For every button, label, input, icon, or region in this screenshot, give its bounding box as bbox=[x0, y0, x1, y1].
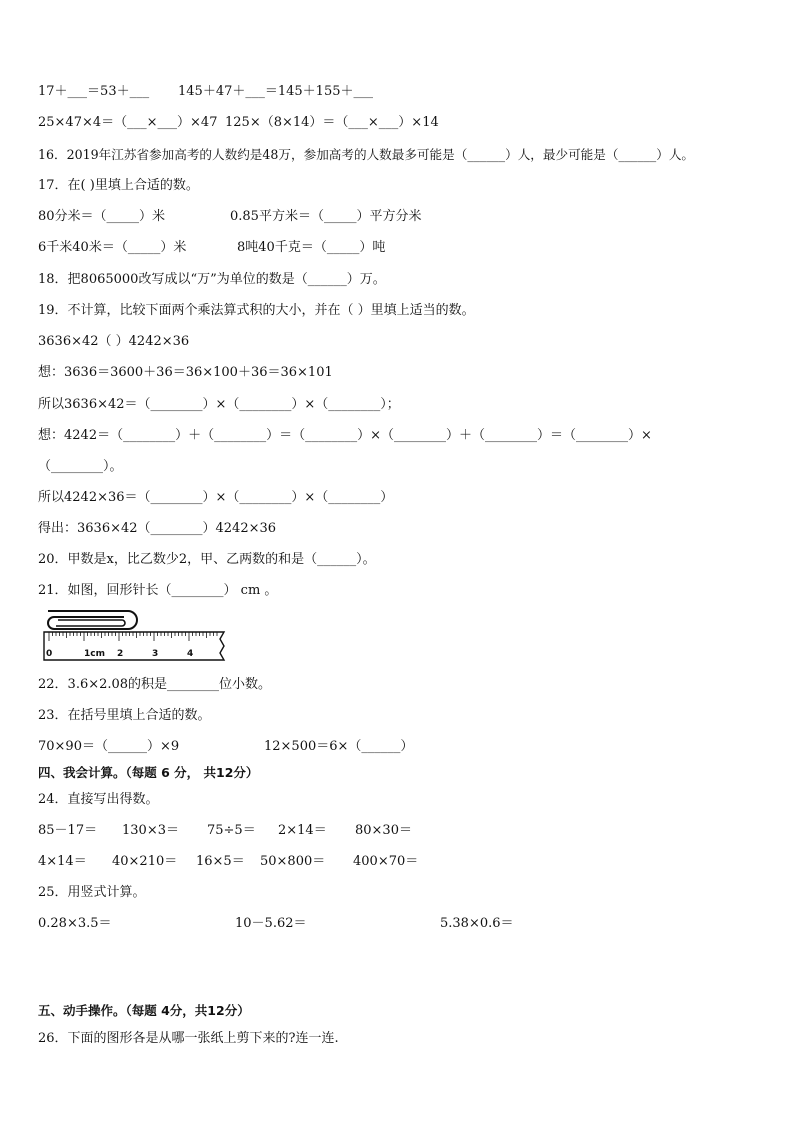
q19-so-1: 所以3636×42＝（________）×（________）×（________）； bbox=[38, 397, 400, 412]
q24-r2-item: 50×800＝ bbox=[260, 854, 326, 869]
question-17: 17．在( )里填上合适的数。 bbox=[38, 178, 199, 193]
question-25: 25．用竖式计算。 bbox=[38, 885, 146, 900]
q24-r2-item: 400×70＝ bbox=[353, 854, 419, 869]
q24-r1-item: 75÷5＝ bbox=[207, 823, 256, 838]
paperclip-ruler-figure bbox=[38, 608, 228, 664]
q24-r1-item: 85－17＝ bbox=[38, 823, 98, 838]
section-5-heading: 五、动手操作。（每题 4分，共12分） bbox=[38, 1003, 250, 1018]
q17-item-b: 0.85平方米＝（_____）平方分米 bbox=[230, 209, 422, 224]
fill-blank-145: 145＋47＋___＝145＋155＋___ bbox=[178, 84, 373, 99]
ruler-figure-svg bbox=[38, 608, 228, 664]
ruler-label-1cm: 1cm bbox=[84, 649, 105, 659]
q24-r2-item: 4×14＝ bbox=[38, 854, 87, 869]
q19-think-1: 想：3636＝3600＋36＝36×100＋36＝36×101 bbox=[38, 365, 333, 380]
question-26: 26．下面的图形各是从哪一张纸上剪下来的?连一连. bbox=[38, 1031, 339, 1046]
q19-so-2: 所以4242×36＝（________）×（________）×（________） bbox=[38, 490, 394, 505]
question-16: 16．2019年江苏省参加高考的人数约是48万，参加高考的人数最多可能是（______）人，最少可能是（______）人。 bbox=[38, 147, 695, 162]
q25-item: 5.38×0.6＝ bbox=[440, 916, 514, 931]
question-21: 21．如图，回形针长（________） cm 。 bbox=[38, 583, 278, 598]
ruler-label-4: 4 bbox=[187, 649, 194, 659]
q19-compare: 3636×42（ ）4242×36 bbox=[38, 334, 190, 349]
section-4-heading: 四、我会计算。（每题 6 分， 共12分） bbox=[38, 765, 259, 780]
ruler-label-3: 3 bbox=[152, 649, 159, 659]
ruler-label-2: 2 bbox=[117, 649, 124, 659]
q23-item-a: 70×90＝（______）×9 bbox=[38, 739, 180, 754]
question-23: 23．在括号里填上合适的数。 bbox=[38, 708, 211, 723]
ruler-label-0: 0 bbox=[46, 649, 53, 659]
q23-item-b: 12×500＝6×（______） bbox=[264, 739, 414, 754]
q19-conclusion: 得出：3636×42（________）4242×36 bbox=[38, 521, 277, 536]
q24-r2-item: 16×5＝ bbox=[196, 854, 245, 869]
paperclip-icon bbox=[48, 611, 137, 629]
question-19: 19．不计算，比较下面两个乘法算式积的大小，并在（ ）里填上适当的数。 bbox=[38, 303, 475, 318]
question-24: 24．直接写出得数。 bbox=[38, 792, 159, 807]
question-20: 20．甲数是x，比乙数少2，甲、乙两数的和是（______）。 bbox=[38, 552, 376, 567]
ruler-body bbox=[44, 632, 224, 660]
q24-r1-item: 2×14＝ bbox=[278, 823, 327, 838]
q24-r1-item: 80×30＝ bbox=[355, 823, 412, 838]
fill-blank-17: 17＋___＝53＋___ bbox=[38, 84, 150, 99]
q24-r2-item: 40×210＝ bbox=[112, 854, 178, 869]
q17-item-d: 8吨40千克＝（_____）吨 bbox=[237, 240, 386, 255]
q19-think-2-cont: （________）。 bbox=[38, 459, 123, 474]
q25-item: 10－5.62＝ bbox=[235, 916, 307, 931]
q24-r1-item: 130×3＝ bbox=[122, 823, 179, 838]
question-18: 18．把8065000改写成以“万”为单位的数是（______）万。 bbox=[38, 272, 386, 287]
q17-item-c: 6千米40米＝（_____）米 bbox=[38, 240, 187, 255]
q25-item: 0.28×3.5＝ bbox=[38, 916, 112, 931]
fill-blank-125x8: 125×（8×14）＝（___×___）×14 bbox=[225, 115, 439, 130]
question-22: 22．3.6×2.08的积是________位小数。 bbox=[38, 677, 272, 692]
q19-think-2: 想：4242＝（________）＋（________）＝（________）×（________）＋（________）＝（________）× bbox=[38, 428, 652, 443]
q17-item-a: 80分米＝（_____）米 bbox=[38, 209, 166, 224]
fill-blank-25x47: 25×47×4＝（___×___）×47 bbox=[38, 115, 218, 130]
